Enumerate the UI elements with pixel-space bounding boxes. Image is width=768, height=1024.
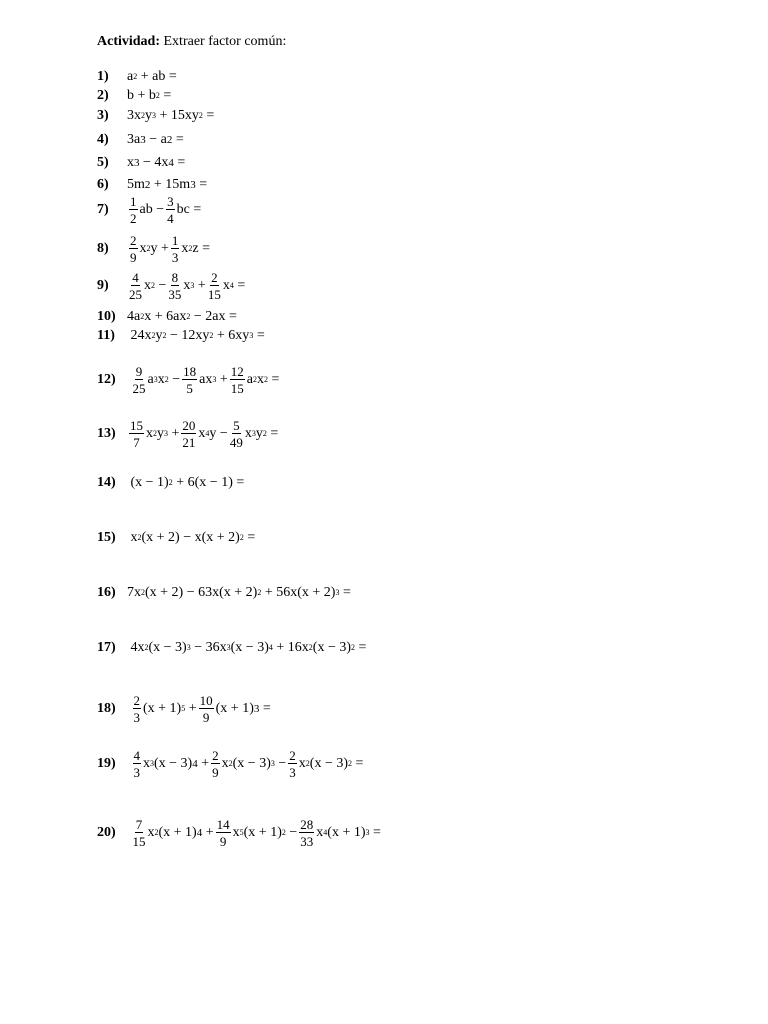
problem-expression: $\frac{4}{25}$ x 2 − $\frac{8}{35}$ x 3 + $\frac{2}{15}$ x 4 = bbox=[129, 270, 246, 302]
problem-10 bbox=[97, 309, 237, 325]
problem-number: 11) bbox=[97, 328, 115, 343]
problem-number: 4) bbox=[97, 132, 109, 147]
problem-3 bbox=[97, 108, 214, 124]
problem-number: 15) bbox=[97, 530, 116, 545]
problem-number: 6) bbox=[97, 177, 109, 192]
problem-17 bbox=[97, 640, 366, 656]
problem-expression: (x − 1) 2 + 6(x − 1) = bbox=[127, 475, 245, 490]
problem-expression: 7x 2 (x + 2) − 63x(x + 2) 2 + 56x(x + 2) 3 = bbox=[127, 585, 351, 600]
problem-14 bbox=[97, 475, 244, 491]
problem-expression: 24x 2 y 2 − 12xy 2 + 6xy 3 = bbox=[127, 328, 265, 343]
problem-expression: $\frac{2}{3}$ (x + 1) 5 + $\frac{10}{9}$ (x + 1) 3 = bbox=[133, 693, 271, 725]
problem-number: 7) bbox=[97, 202, 109, 217]
problem-4 bbox=[97, 132, 184, 148]
problem-expression: $\frac{2}{9}$ x 2 y + $\frac{1}{3}$ x 2 z = bbox=[130, 233, 211, 265]
problem-expression: a 2 + ab = bbox=[127, 69, 177, 84]
problem-expression: 4a 2 x + 6ax 2 − 2ax = bbox=[127, 309, 237, 324]
problem-expression: $\frac{7}{15}$ x 2 (x + 1) 4 + $\frac{14}{9}$ x 5 (x + 1) 2 − $\frac{28}{33}$ x 4 (x + 1) 3 = bbox=[132, 817, 381, 849]
problem-expression: x 3 − 4x 4 = bbox=[127, 155, 186, 170]
problem-expression: $\frac{9}{25}$ a 3 x 2 − $\frac{18}{5}$ ax 3 + $\frac{12}{15}$ a 2 x 2 = bbox=[132, 364, 280, 396]
problem-expression: $\frac{1}{2}$ ab − $\frac{3}{4}$ bc = bbox=[130, 194, 202, 226]
problem-16 bbox=[97, 585, 351, 601]
problem-6 bbox=[97, 177, 207, 193]
problem-12 bbox=[97, 365, 279, 395]
problem-number: 10) bbox=[97, 309, 116, 324]
problem-expression: b + b 2 = bbox=[127, 88, 172, 103]
problem-expression: $\frac{4}{3}$ x 3 (x − 3) 4 + $\frac{2}{9}$ x 2 (x − 3) 3 − $\frac{2}{3}$ x 2 (x − 3) 2 = bbox=[133, 748, 364, 780]
problem-number: 18) bbox=[97, 701, 116, 716]
problem-19 bbox=[97, 749, 363, 779]
problem-7 bbox=[97, 195, 201, 225]
problem-number: 8) bbox=[97, 241, 109, 256]
problem-number: 14) bbox=[97, 475, 116, 490]
problem-number: 3) bbox=[97, 108, 109, 123]
problem-8 bbox=[97, 234, 210, 264]
page-title bbox=[97, 34, 286, 50]
problem-13 bbox=[97, 419, 278, 449]
problem-number: 12) bbox=[97, 372, 116, 387]
problem-expression: 4x 2 (x − 3) 3 − 36x 3 (x − 3) 4 + 16x 2 (x − 3) 2 = bbox=[127, 640, 367, 655]
problem-2 bbox=[97, 88, 171, 104]
problem-11 bbox=[97, 328, 265, 344]
problem-expression: 3x 2 y 3 + 15xy 2 = bbox=[127, 108, 215, 123]
problem-number: 5) bbox=[97, 155, 109, 170]
problem-number: 17) bbox=[97, 640, 116, 655]
problem-18 bbox=[97, 694, 271, 724]
problem-number: 13) bbox=[97, 426, 116, 441]
problem-number: 19) bbox=[97, 756, 116, 771]
problem-1 bbox=[97, 69, 177, 85]
problem-number: 16) bbox=[97, 585, 116, 600]
title-text: Extraer factor común: bbox=[163, 34, 287, 49]
problem-expression: $\frac{15}{7}$ x 2 y 3 + $\frac{20}{21}$ x 4 y − $\frac{5}{49}$ x 3 y 2 = bbox=[130, 418, 279, 450]
problem-number: 1) bbox=[97, 69, 109, 84]
problem-number: 9) bbox=[97, 278, 109, 293]
problem-expression: 3a 3 − a 2 = bbox=[127, 132, 184, 147]
title-label: Actividad: bbox=[97, 34, 160, 49]
problem-expression: x 2 (x + 2) − x(x + 2) 2 = bbox=[127, 530, 256, 545]
problem-15 bbox=[97, 530, 255, 546]
problem-5 bbox=[97, 155, 185, 171]
problem-number: 2) bbox=[97, 88, 109, 103]
problem-number: 20) bbox=[97, 825, 116, 840]
problem-20 bbox=[97, 818, 381, 848]
problem-9 bbox=[97, 271, 245, 301]
problem-expression: 5m 2 + 15m 3 = bbox=[127, 177, 208, 192]
